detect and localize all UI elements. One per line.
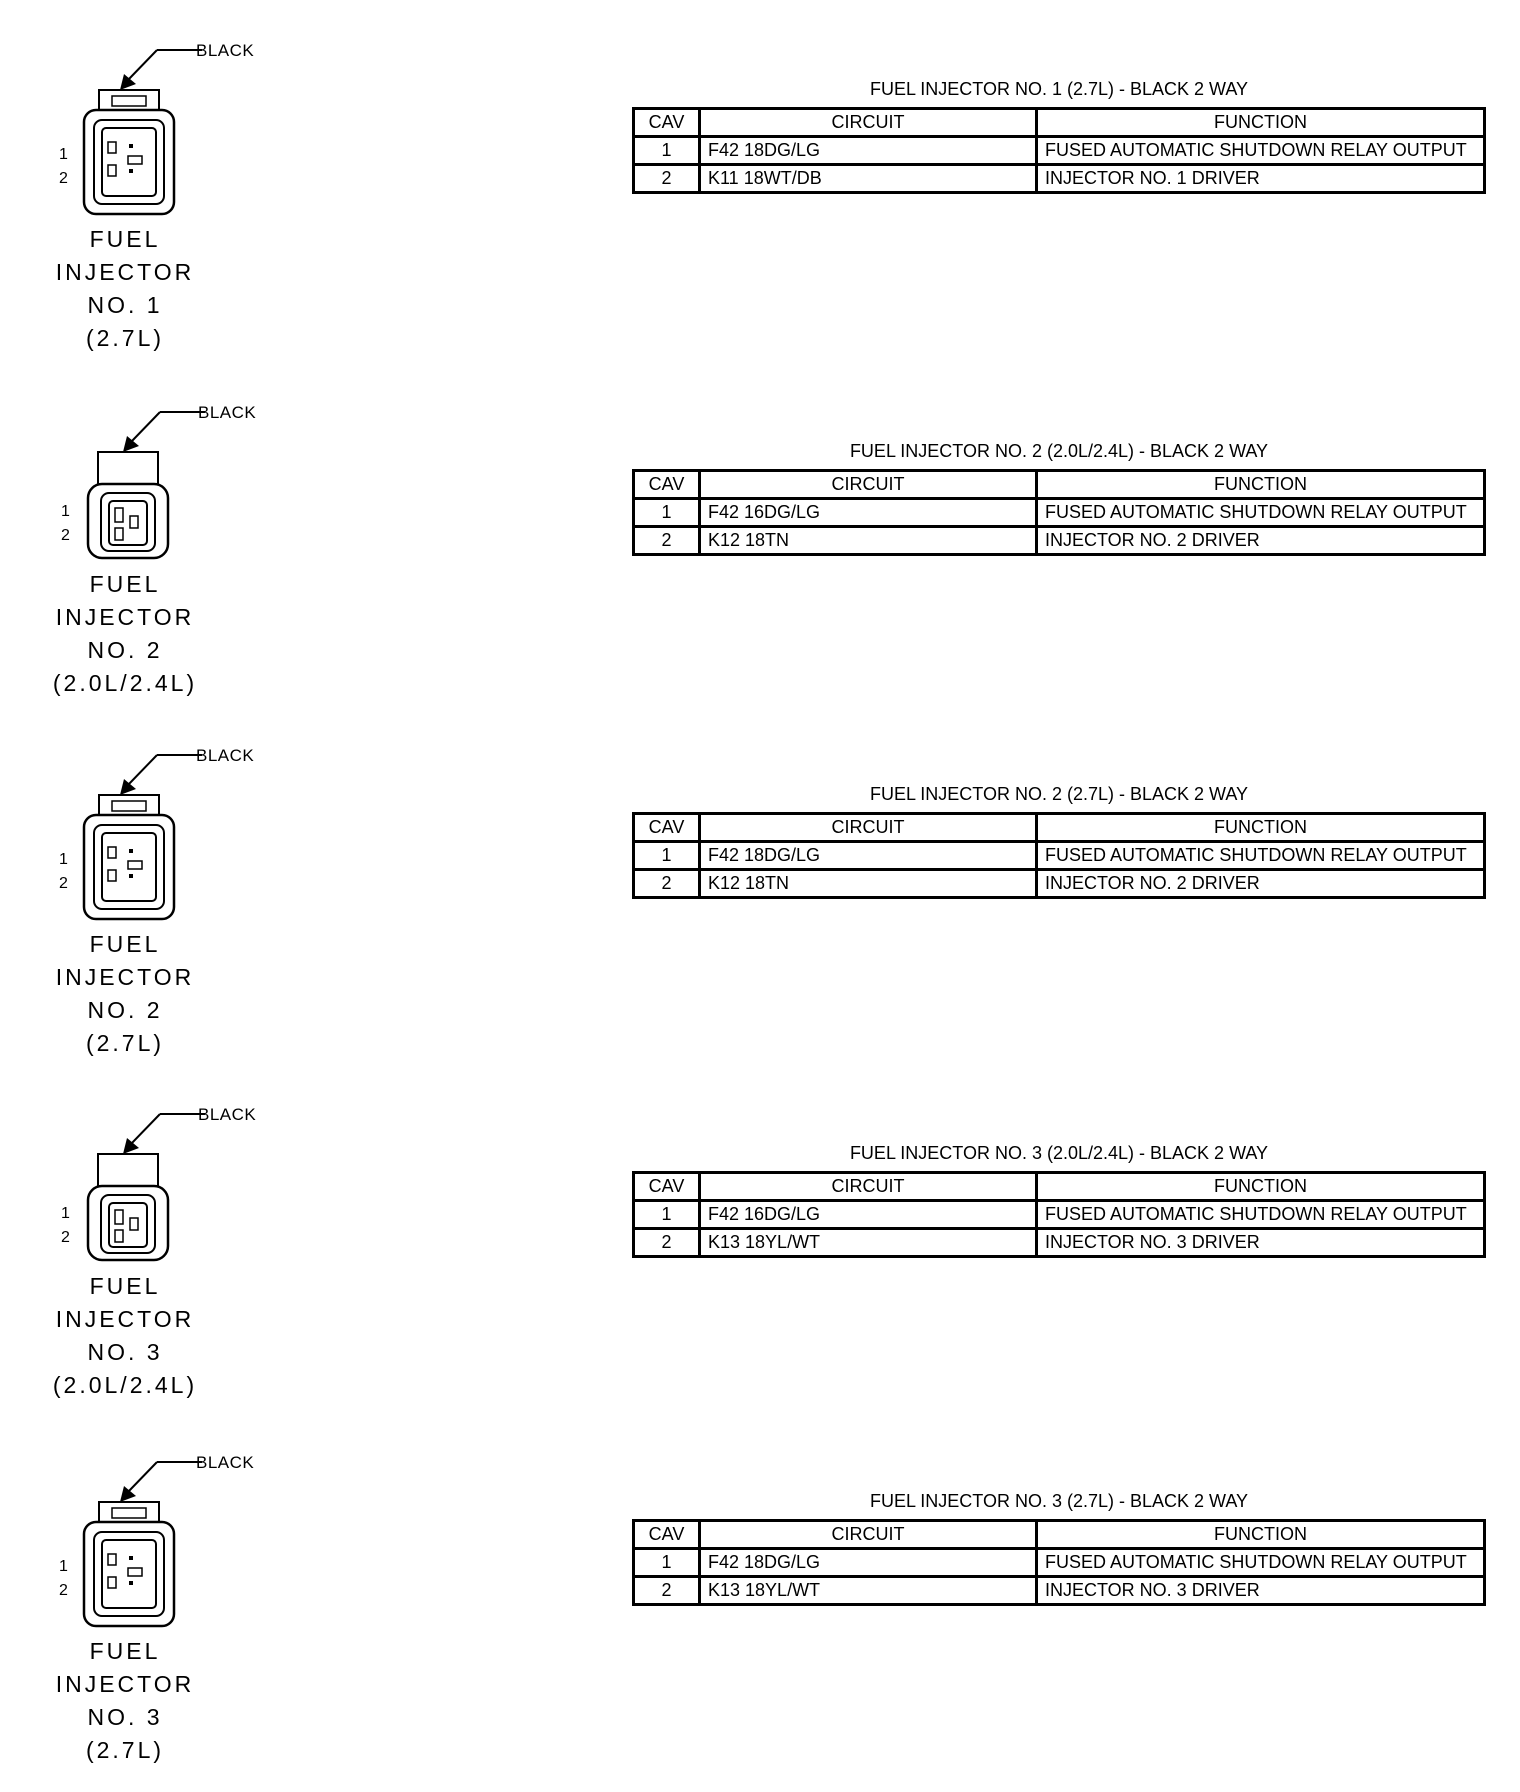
- table-row: [634, 1201, 1485, 1229]
- cell-function: INJECTOR NO. 2 DRIVER: [1037, 527, 1485, 555]
- connector-name-line: NO. 2: [87, 997, 163, 1023]
- pinout-table: [632, 1171, 1486, 1258]
- connector-name-line: FUEL INJECTOR: [55, 226, 195, 285]
- header-circuit: CIRCUIT: [700, 1521, 1037, 1549]
- connector-name-line: FUEL INJECTOR: [55, 1273, 195, 1332]
- header-function: FUNCTION: [1037, 109, 1485, 137]
- table-row: [634, 842, 1485, 870]
- cell-function: INJECTOR NO. 3 DRIVER: [1037, 1229, 1485, 1257]
- cell-circuit: F42 16DG/LG: [700, 1201, 1037, 1229]
- cell-circuit: K13 18YL/WT: [700, 1577, 1037, 1605]
- cell-cav: 2: [634, 1577, 700, 1605]
- connector-name-line: FUEL INJECTOR: [55, 1638, 195, 1697]
- cell-function: FUSED AUTOMATIC SHUTDOWN RELAY OUTPUT: [1037, 137, 1485, 165]
- header-function: FUNCTION: [1037, 814, 1485, 842]
- cell-circuit: K12 18TN: [700, 527, 1037, 555]
- header-cav: CAV: [634, 1173, 700, 1201]
- cell-cav: 1: [634, 137, 700, 165]
- cell-circuit: K12 18TN: [700, 870, 1037, 898]
- table-title: FUEL INJECTOR NO. 1 (2.7L) - BLACK 2 WAY: [869, 79, 1249, 99]
- connector-diagram: [20, 1102, 260, 1402]
- connector-section-4: [0, 1102, 1520, 1442]
- pin-label-2: 2: [61, 1229, 70, 1246]
- pin-label-1: 1: [59, 1558, 68, 1575]
- pin-label-2: 2: [59, 170, 68, 187]
- pin-label-1: 1: [59, 146, 68, 163]
- cell-function: INJECTOR NO. 2 DRIVER: [1037, 870, 1485, 898]
- table-title: FUEL INJECTOR NO. 2 (2.7L) - BLACK 2 WAY: [869, 784, 1249, 804]
- cell-function: INJECTOR NO. 1 DRIVER: [1037, 165, 1485, 193]
- table-row: [634, 499, 1485, 527]
- cell-cav: 2: [634, 165, 700, 193]
- pin-label-2: 2: [59, 875, 68, 892]
- cell-cav: 2: [634, 527, 700, 555]
- header-circuit: CIRCUIT: [700, 471, 1037, 499]
- table-row: [634, 165, 1485, 193]
- cell-circuit: F42 18DG/LG: [700, 1549, 1037, 1577]
- connector-color-label: BLACK: [198, 403, 257, 422]
- table-row: [634, 870, 1485, 898]
- connector-name-line: FUEL INJECTOR: [55, 571, 195, 630]
- table-row: [634, 1229, 1485, 1257]
- connector-color-label: BLACK: [196, 1453, 255, 1472]
- pin-label-1: 1: [61, 503, 70, 520]
- connector-name-line: (2.0L/2.4L): [52, 1372, 198, 1398]
- connector-section-5: [0, 1452, 1520, 1792]
- connector-name-line: NO. 3: [87, 1339, 163, 1365]
- cell-circuit: F42 18DG/LG: [700, 842, 1037, 870]
- cell-circuit: K11 18WT/DB: [700, 165, 1037, 193]
- connector-name: [20, 1635, 230, 1767]
- cell-function: FUSED AUTOMATIC SHUTDOWN RELAY OUTPUT: [1037, 1549, 1485, 1577]
- connector-name: [20, 568, 230, 700]
- pin-label-1: 1: [59, 851, 68, 868]
- cell-circuit: F42 18DG/LG: [700, 137, 1037, 165]
- table-header-row: [634, 814, 1485, 842]
- cell-cav: 1: [634, 499, 700, 527]
- cell-cav: 2: [634, 1229, 700, 1257]
- cell-function: FUSED AUTOMATIC SHUTDOWN RELAY OUTPUT: [1037, 499, 1485, 527]
- table-title: FUEL INJECTOR NO. 3 (2.0L/2.4L) - BLACK 2 WAY: [849, 1143, 1269, 1163]
- connector-diagram: [20, 40, 260, 351]
- table-row: [634, 527, 1485, 555]
- cell-circuit: F42 16DG/LG: [700, 499, 1037, 527]
- header-function: FUNCTION: [1037, 1521, 1485, 1549]
- cell-cav: 1: [634, 1201, 700, 1229]
- header-function: FUNCTION: [1037, 1173, 1485, 1201]
- cell-function: FUSED AUTOMATIC SHUTDOWN RELAY OUTPUT: [1037, 842, 1485, 870]
- table-header-row: [634, 471, 1485, 499]
- connector-color-label: BLACK: [196, 746, 255, 765]
- connector-name-line: FUEL INJECTOR: [55, 931, 195, 990]
- connector-name-line: NO. 1: [87, 292, 163, 318]
- connector-name-line: (2.0L/2.4L): [52, 670, 198, 696]
- connector-name-line: NO. 2: [87, 637, 163, 663]
- connector-name-line: (2.7L): [85, 1737, 165, 1763]
- header-cav: CAV: [634, 109, 700, 137]
- table-header-row: [634, 1173, 1485, 1201]
- pin-label-1: 1: [61, 1205, 70, 1222]
- pin-label-2: 2: [59, 1582, 68, 1599]
- pinout-table: [632, 1519, 1486, 1606]
- connector-section-1: [0, 40, 1520, 380]
- pinout-table: [632, 107, 1486, 194]
- connector-color-label: BLACK: [196, 41, 255, 60]
- header-function: FUNCTION: [1037, 471, 1485, 499]
- cell-circuit: K13 18YL/WT: [700, 1229, 1037, 1257]
- cell-function: INJECTOR NO. 3 DRIVER: [1037, 1577, 1485, 1605]
- connector-color-label: BLACK: [198, 1105, 257, 1124]
- header-circuit: CIRCUIT: [700, 814, 1037, 842]
- connector-name-line: (2.7L): [85, 1030, 165, 1056]
- header-cav: CAV: [634, 471, 700, 499]
- connector-name: [20, 1270, 230, 1402]
- table-row: [634, 137, 1485, 165]
- header-circuit: CIRCUIT: [700, 1173, 1037, 1201]
- table-header-row: [634, 1521, 1485, 1549]
- cell-cav: 1: [634, 842, 700, 870]
- pinout-table: [632, 812, 1486, 899]
- connector-diagram: [20, 745, 260, 1056]
- table-title: FUEL INJECTOR NO. 2 (2.0L/2.4L) - BLACK 2 WAY: [849, 441, 1269, 461]
- connector-name: [20, 928, 230, 1060]
- connector-name: [20, 223, 230, 355]
- header-cav: CAV: [634, 1521, 700, 1549]
- connector-diagram: [20, 400, 260, 700]
- connector-name-line: (2.7L): [85, 325, 165, 351]
- pinout-table: [632, 469, 1486, 556]
- cell-function: FUSED AUTOMATIC SHUTDOWN RELAY OUTPUT: [1037, 1201, 1485, 1229]
- table-row: [634, 1549, 1485, 1577]
- table-header-row: [634, 109, 1485, 137]
- table-title: FUEL INJECTOR NO. 3 (2.7L) - BLACK 2 WAY: [869, 1491, 1249, 1511]
- table-row: [634, 1577, 1485, 1605]
- cell-cav: 1: [634, 1549, 700, 1577]
- header-cav: CAV: [634, 814, 700, 842]
- pin-label-2: 2: [61, 527, 70, 544]
- connector-section-3: [0, 745, 1520, 1085]
- cell-cav: 2: [634, 870, 700, 898]
- connector-name-line: NO. 3: [87, 1704, 163, 1730]
- header-circuit: CIRCUIT: [700, 109, 1037, 137]
- connector-diagram: [20, 1452, 260, 1763]
- connector-section-2: [0, 400, 1520, 740]
